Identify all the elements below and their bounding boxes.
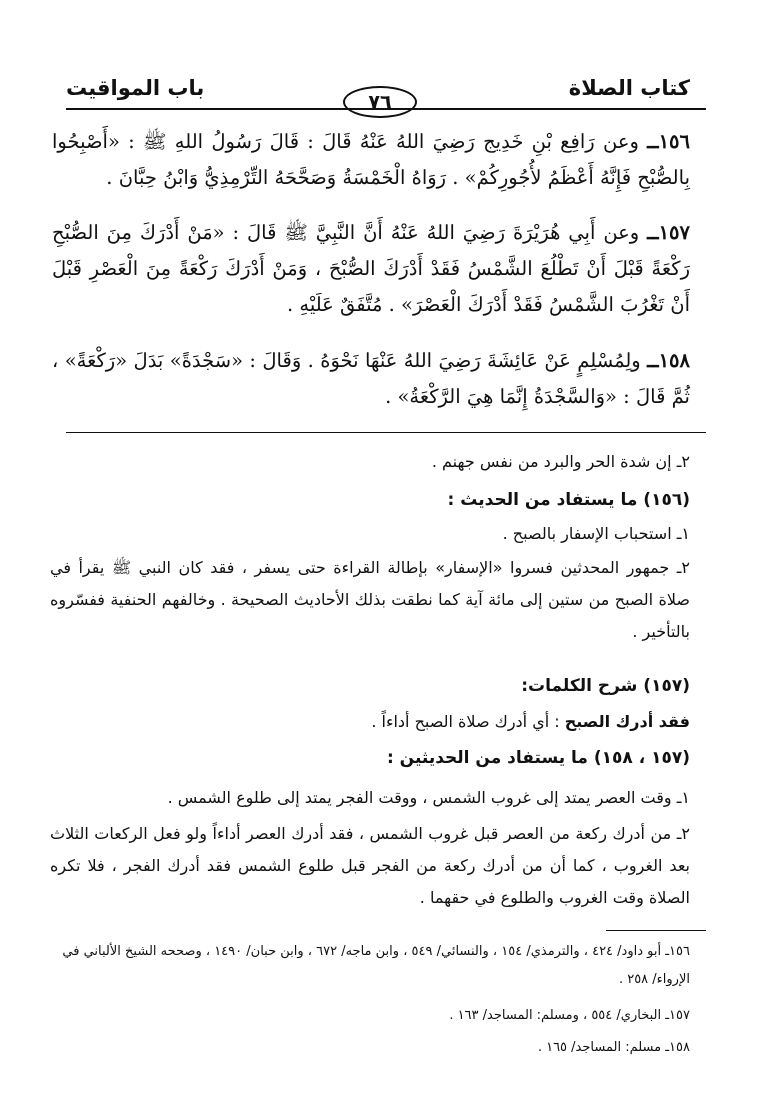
sec157-158-point-1: ١ـ وقت العصر يمتد إلى غروب الشمس ، ووقت الفجر يمتد إلى طلوع الشمس . [167, 788, 690, 807]
hadith-156 [52, 124, 690, 196]
hadith-number: ١٥٦ــ [647, 130, 690, 153]
sec156-heading: (١٥٦) ما يستفاد من الحديث : [447, 490, 690, 510]
chapter-title: باب المواقيت [66, 76, 205, 100]
sec156-point-2: ٢ـ جمهور المحدثين فسروا «الإسفار» بإطالة القراءة حتى يسفر ، فقد كان النبي ﷺ يقرأ في صلاة الصبح من ستين إلى مائة آية كما نطقت بذلك الأحاديث الصحيحة . وخالفهم الحنفية ففسّروه بالتأخير . [50, 558, 690, 641]
sec157-words-heading: (١٥٧) شرح الكلمات: [521, 676, 690, 696]
hadith-number: ١٥٨ــ [647, 349, 690, 372]
hadith-text: وعن رَافِع بْنِ خَدِيج رَضِيَ اللهُ عَنْهُ قَالَ : قَالَ رَسُولُ اللهِ ﷺ : «أَصْبِحُوا بِالصُّبْحِ فَإِنَّهُ أَعْظَمُ لأُجُورِكُمْ» . رَوَاهُ الْخَمْسَةُ وَصَحَّحَهُ التِّرْمِذِيُّ وَابْنُ حِبَّانَ . [52, 130, 690, 189]
word-definition: : أي أدرك صلاة الصبح أداءاً . [371, 712, 560, 731]
hadith-text: ولِمُسْلِمٍ عَنْ عَائِشَةَ رَضِيَ اللهُ عَنْهَا نَحْوَهُ . وَقَالَ : «سَجْدَةً» بَدَلَ «رَكْعَةً» ، ثُمَّ قَالَ : «وَالسَّجْدَةُ إِنَّمَا هِيَ الرَّكْعَةُ» . [52, 349, 690, 408]
sec157-158-point-2: ٢ـ من أدرك ركعة من العصر قبل غروب الشمس ، فقد أدرك العصر أداءاً ولو فعل الركعات الثلاث بعد الغروب ، كما أن من أدرك ركعة من الفجر قبل طلوع الشمس فقد أدرك الفجر ، فلا تكره الصلاة وقت الغروب والطلوع في حقهما . [50, 824, 690, 907]
footnote-divider [606, 930, 706, 931]
footnote-158: ١٥٨ـ مسلم: المساجد/ ١٦٥ . [537, 1040, 690, 1055]
sec156-point-1: ١ـ استحباب الإسفار بالصبح . [502, 524, 690, 543]
intro-point: ٢ـ إن شدة الحر والبرد من نفس جهنم . [431, 452, 690, 471]
header-rule [66, 108, 706, 110]
hadith-number: ١٥٧ــ [647, 221, 690, 244]
word-definition-row [50, 706, 690, 738]
hadith-157 [52, 215, 690, 323]
footnote-157: ١٥٧ـ البخاري/ ٥٥٤ ، ومسلم: المساجد/ ١٦٣ . [449, 1008, 690, 1023]
sec157-158-heading: (١٥٧ ، ١٥٨) ما يستفاد من الحديثين : [386, 748, 690, 768]
section-divider [66, 432, 706, 433]
word-term: فقد أدرك الصبح [564, 712, 690, 731]
book-title: كتاب الصلاة [568, 76, 690, 100]
hadith-text: وعن أَبِي هُرَيْرَةَ رَضِيَ اللهُ عَنْهُ أَنَّ النَّبِيَّ ﷺ قَالَ : «مَنْ أَدْرَكَ مِنَ الصُّبْحِ رَكْعَةً قَبْلَ أَنْ تَطْلُعَ الشَّمْسُ فَقَدْ أَدْرَكَ الصُّبْحَ ، وَمَنْ أَدْرَكَ رَكْعَةً مِنَ الْعَصْرِ قَبْلَ أَنْ تَغْرُبَ الشَّمْسُ فَقَدْ أَدْرَكَ الْعَصْرَ» . مُتَّفَقٌ عَلَيْهِ . [52, 221, 690, 316]
hadith-158 [52, 343, 690, 415]
footnote-156: ١٥٦ـ أبو داود/ ٤٢٤ ، والترمذي/ ١٥٤ ، والنسائي/ ٥٤٩ ، وابن ماجه/ ٦٧٢ ، وابن حبان/ ١٤٩٠ ، وصححه الشيخ الألباني في الإرواء/ ٢٥٨ . [62, 944, 690, 987]
page-number: ٧٦ [343, 86, 417, 118]
